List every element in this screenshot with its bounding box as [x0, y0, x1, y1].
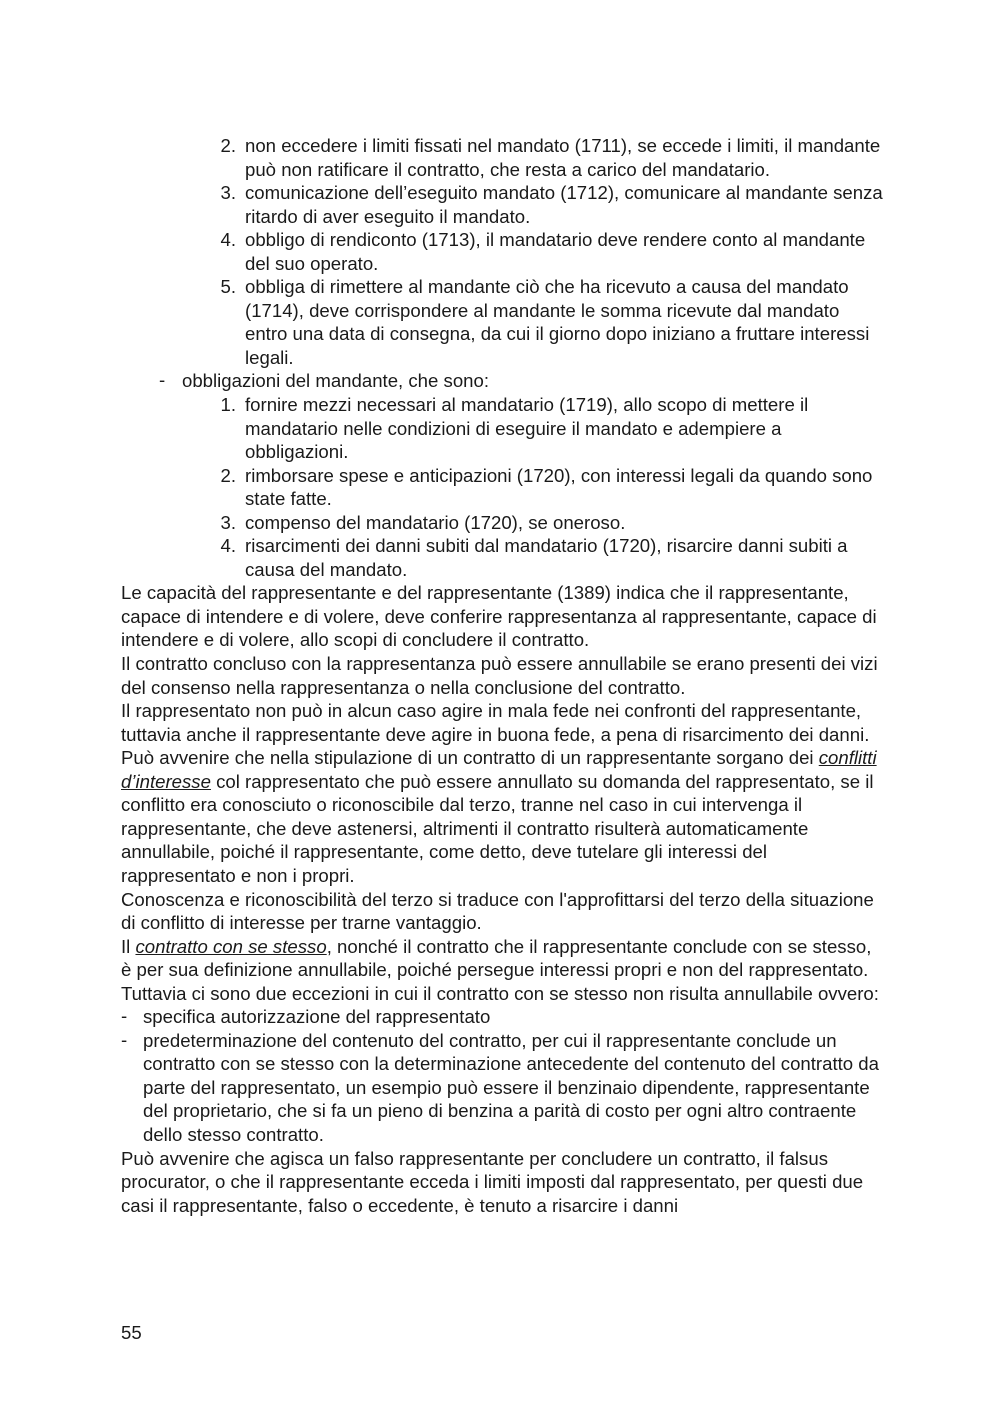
list-number: 5 .: [210, 275, 236, 299]
list-item-text: obbligo di rendiconto (1713), il mandatario deve rendere conto al mandante del suo operato.: [245, 229, 866, 274]
list-number: 1 .: [210, 393, 236, 417]
list-item-text: compenso del mandatario (1720), se oneroso.: [245, 511, 626, 533]
list-item: [121, 134, 883, 181]
list-item-text: non eccedere i limiti fissati nel mandato (1711), se eccede i limiti, il mandante può non ratificare il contratto, che resta a carico del mandatario.: [245, 135, 881, 180]
paragraph-falsus: Può avvenire che agisca un falso rappresentante per concludere un contratto, il falsus procurator, o che il rappresentante ecceda i limiti imposti dal rappresentato, per questi due casi il rappresentante, falso o eccedente, è tenuto a risarcire i danni: [121, 1147, 864, 1216]
list-item-text: comunicazione dell’eseguito mandato (1712), comunicare al mandante senza ritardo di aver eseguito il mandato.: [245, 182, 883, 227]
list-item-text: risarcimenti dei danni subiti dal mandatario (1720), risarcire danni subiti a causa del mandato.: [245, 535, 848, 580]
dash-bullet: -: [121, 1028, 128, 1050]
list-number: 2 .: [210, 134, 236, 158]
list-item-text: predeterminazione del contenuto del contratto, per cui il rappresentante conclude un contratto con se stesso con la determinazione antecedente del contenuto del contratto da parte del rappresentato, un esempio può essere il benzinaio dipendente, rappresentante del proprietario, che si fa un pieno di benzina a parità di costo per ogni altro contraente dello stesso contratto.: [143, 1029, 879, 1145]
list-item: [121, 534, 883, 581]
list-item-text: obbligazioni del mandante, che sono:: [182, 370, 490, 392]
list-item-text: fornire mezzi necessari al mandatario (1719), allo scopo di mettere il mandatario nelle condizioni di eseguire il mandato e adempiere a obbligazioni.: [245, 394, 809, 463]
paragraph-mala-fede: Il rappresentato non può in alcun caso agire in mala fede nei confronti del rappresentante, tuttavia anche il rappresentante deve agire in buona fede, a pena di risarcimento dei danni.: [121, 700, 870, 745]
paragraph-annullabile: Il contratto concluso con la rappresentanza può essere annullabile se erano presenti dei vizi del consenso nella rappresentanza o nella conclusione del contratto.: [121, 653, 878, 698]
list-number: 2 .: [210, 464, 236, 488]
dash-list-item: [121, 369, 883, 393]
dash-list-item: [121, 1029, 883, 1147]
page-body: [121, 134, 883, 1217]
dash-bullet: -: [121, 1005, 128, 1027]
list-item: [121, 228, 883, 275]
paragraph-conflitti: [121, 746, 883, 887]
emphasized-term: conflitti d’interesse: [121, 747, 877, 792]
paragraph-text: Può avvenire che nella stipulazione di un contratto di un rappresentante sorgano dei: [121, 747, 819, 769]
list-item-text: specifica autorizzazione del rappresentato: [143, 1006, 491, 1028]
list-item: [121, 181, 883, 228]
page-number: 55: [121, 1322, 142, 1343]
list-number: 4 .: [210, 228, 236, 252]
paragraph-se-stesso: [121, 935, 883, 1006]
list-item: [121, 511, 883, 535]
list-item: [121, 393, 883, 464]
list-item: [121, 464, 883, 511]
paragraph-text: Il: [121, 935, 136, 957]
paragraph-capacita: Le capacità del rappresentante e del rappresentante (1389) indica che il rappresentante, capace di intendere e di volere, deve conferire rappresentanza al rappresentante, capace di intendere e di volere, allo scopi di concludere il contratto.: [121, 582, 877, 651]
emphasized-term: contratto con se stesso: [135, 935, 327, 957]
paragraph-conoscenza: Conoscenza e riconoscibilità del terzo si traduce con l'approfittarsi del terzo della situazione di conflitto di interesse per trarne vantaggio.: [121, 888, 874, 934]
list-item-text: rimborsare spese e anticipazioni (1720), con interessi legali da quando sono state fatte.: [245, 464, 873, 510]
paragraph-text: , nonché il contratto che il rappresentante conclude con se stesso, è per sua definizione annullabile, poiché persegue interessi propri e non del rappresentato. Tuttavia ci sono due eccezioni in cui il contratto con se stesso non risulta annullabile ovvero:: [121, 935, 879, 1004]
list-item-text: obbliga di rimettere al mandante ciò che ha ricevuto a causa del mandato (1714), deve corrispondere al mandante le somma ricevute dal mandato entro una data di consegna, da cui il giorno dopo iniziano a fruttare interessi legali.: [245, 276, 870, 368]
dash-list-item: [121, 1005, 883, 1029]
list-item: [121, 275, 883, 369]
list-number: 4 .: [210, 534, 236, 558]
list-number: 3 .: [210, 511, 236, 535]
dash-bullet: -: [159, 369, 166, 391]
paragraph-text: col rappresentato che può essere annullato su domanda del rappresentato, se il conflitto era conosciuto o riconoscibile dal terzo, tranne nel caso in cui intervenga il rappresentante, che deve astenersi, altrimenti il contratto risulterà automaticamente annullabile, poiché il rappresentante, come detto, deve tutelare gli interessi del rappresentato e non i propri.: [121, 770, 874, 886]
list-number: 3 .: [210, 181, 236, 205]
